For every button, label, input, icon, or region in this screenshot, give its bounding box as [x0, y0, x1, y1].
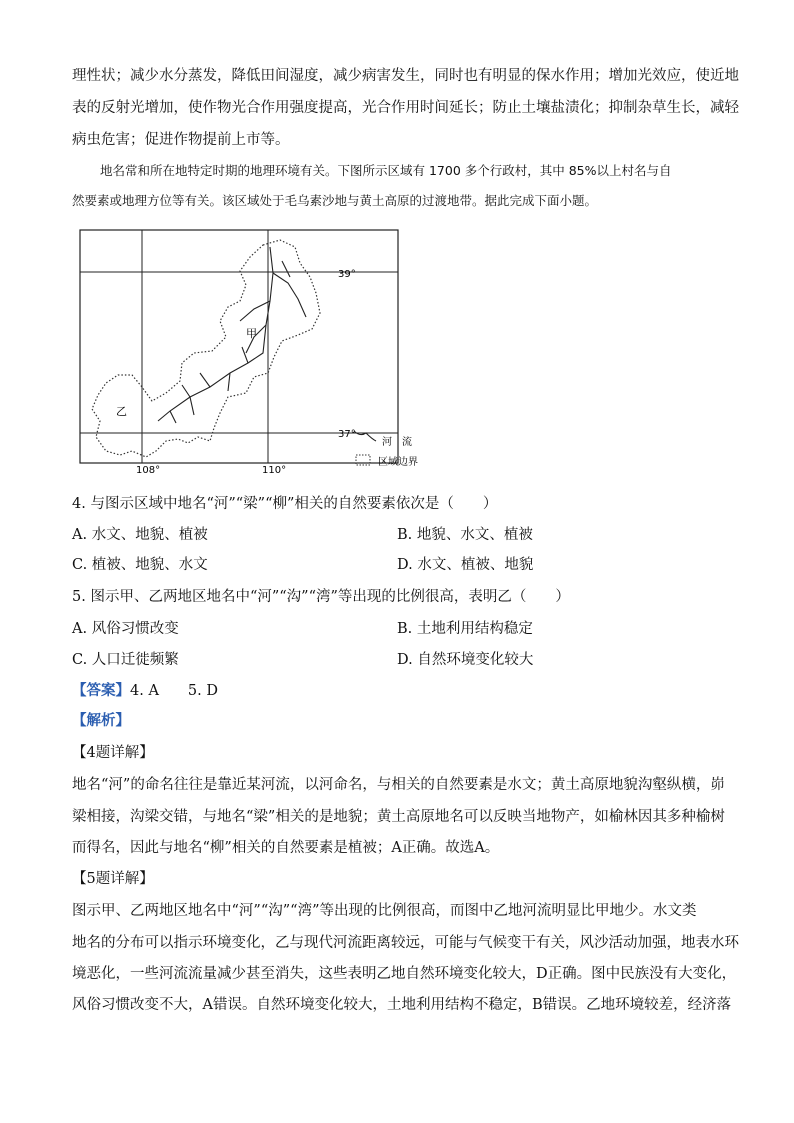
answer-text: 4. A 5. D: [130, 683, 218, 699]
detail-5-line: 风俗习惯改变不大，A错误。自然环境变化较大，土地利用结构不稳定，B错误。乙地环境较差，经济落: [72, 997, 732, 1013]
q5-option-c: C. 人口迁徙频繁: [72, 652, 179, 668]
intro-line: 地名常和所在地特定时期的地理环境有关。下图所示区域有 1700 多个行政村，其中 85%以上村名与自: [100, 163, 672, 178]
paragraph-line: 病虫危害；促进作物提前上市等。: [72, 132, 290, 148]
question-5-stem: 5. 图示甲、乙两地区地名中“河”“沟”“湾”等出现的比例很高，表明乙（ ）: [72, 589, 570, 605]
paragraph-line: 表的反射光增加，使作物光合作用强度提高，光合作用时间延长；防止土壤盐渍化；抑制杂草生长，减轻: [72, 100, 739, 116]
detail-5-line: 境恶化，一些河流流量减少甚至消失，这些表明乙地自然环境变化较大，D正确。图中民族没有大变化，: [72, 966, 737, 982]
legend-river-label: 河 流: [382, 437, 412, 448]
detail-4-tag: 【4题详解】: [72, 745, 154, 761]
detail-5-tag: 【5题详解】: [72, 871, 154, 887]
paragraph-line: 理性状；减少水分蒸发，降低田间湿度，减少病害发生，同时也有明显的保水作用；增加光效应，使近地: [72, 68, 739, 84]
detail-4-line: 而得名，因此与地名“柳”相关的自然要素是植被；A正确。故选A。: [72, 840, 500, 856]
q4-option-b: B. 地貌、水文、植被: [397, 527, 533, 543]
q5-option-d: D. 自然环境变化较大: [397, 652, 534, 668]
lon-108-label: 108°: [136, 465, 161, 475]
detail-5-line: 地名的分布可以指示环境变化，乙与现代河流距离较远，可能与气候变干有关，风沙活动加强，地表水环: [72, 935, 739, 951]
legend-boundary-label: 区域边界: [378, 457, 418, 468]
detail-4-line: 梁相接，沟梁交错，与地名“梁”相关的是地貌；黄土高原地名可以反映当地物产，如榆林因其多种榆树: [72, 809, 725, 825]
q4-option-c: C. 植被、地貌、水文: [72, 557, 208, 573]
detail-4-line: 地名“河”的命名往往是靠近某河流，以河命名，与相关的自然要素是水文；黄土高原地貌沟壑纵横，峁: [72, 777, 725, 793]
intro-line: 然要素或地理方位等有关。该区域处于毛乌素沙地与黄土高原的过渡地带。据此完成下面小题。: [72, 193, 598, 208]
region-map: [70, 225, 450, 475]
answer-tag: 【答案】: [72, 682, 130, 699]
q4-option-d: D. 水文、植被、地貌: [397, 557, 534, 573]
river-network: [158, 247, 306, 423]
q4-option-a: A. 水文、地貌、植被: [72, 527, 208, 543]
question-4-stem: 4. 与图示区域中地名“河”“梁”“柳”相关的自然要素依次是（ ）: [72, 496, 498, 512]
analysis-tag: 【解析】: [72, 712, 130, 729]
lat-39-label: 39°: [338, 269, 356, 280]
label-yi: 乙: [116, 405, 127, 418]
lat-37-label: 37°: [338, 429, 356, 440]
answer-row: [72, 681, 218, 701]
lon-110-label: 110°: [262, 465, 287, 475]
q5-option-b: B. 土地利用结构稳定: [397, 621, 533, 637]
detail-5-line: 图示甲、乙两地区地名中“河”“沟”“湾”等出现的比例很高，而图中乙地河流明显比甲地少。水文类: [72, 903, 697, 919]
region-boundary: [92, 240, 320, 457]
label-jia: 甲: [246, 327, 257, 340]
q5-option-a: A. 风俗习惯改变: [72, 621, 179, 637]
